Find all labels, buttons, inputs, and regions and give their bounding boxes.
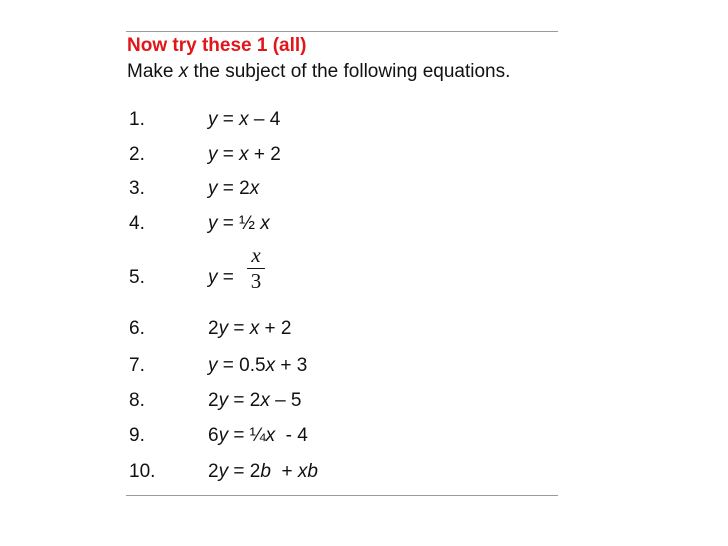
eq-part: x [249, 178, 260, 199]
eq-part: + [270, 461, 298, 482]
eq-part: = 2 [228, 461, 261, 482]
equation [208, 424, 308, 448]
equation [208, 460, 318, 484]
equation [208, 108, 280, 132]
question-number: 5. [129, 267, 145, 288]
eq-part: xb [297, 461, 318, 482]
eq-part: = ½ [217, 213, 261, 234]
eq-part: y [208, 178, 218, 199]
question-5 [0, 243, 728, 293]
eq-part: = [217, 109, 240, 130]
equation [208, 212, 270, 236]
question-8 [0, 389, 728, 413]
eq-part: + 2 [259, 318, 292, 339]
fraction [247, 245, 265, 293]
eq-part: + 2 [248, 144, 281, 165]
question-number: 10. [129, 461, 156, 482]
equation [208, 317, 291, 341]
equation [208, 143, 281, 167]
equation [208, 354, 307, 378]
eq-part: x [260, 213, 270, 234]
question-number: 4. [129, 213, 145, 234]
eq-part: = ¼ [228, 425, 266, 446]
question-number: 7. [129, 355, 145, 376]
exercise-instructions [127, 62, 510, 81]
eq-part: 2 [208, 318, 219, 339]
eq-part: x [249, 318, 260, 339]
bottom-divider [126, 495, 558, 496]
question-10 [0, 460, 728, 484]
eq-part: y [218, 390, 229, 411]
top-divider [126, 31, 558, 32]
fraction-numerator: x [251, 243, 261, 267]
equation [208, 266, 234, 290]
question-number: 8. [129, 390, 145, 411]
question-number: 1. [129, 109, 145, 130]
question-1 [0, 108, 728, 132]
question-2 [0, 143, 728, 167]
eq-part: x [265, 425, 276, 446]
eq-part: – 5 [269, 390, 302, 411]
eq-part: = [217, 267, 234, 288]
eq-part: = 2 [217, 178, 250, 199]
eq-part: = [228, 318, 250, 339]
eq-part: y [208, 144, 218, 165]
question-6 [0, 317, 728, 341]
eq-part: - 4 [275, 425, 308, 446]
eq-part: b [260, 461, 271, 482]
eq-part: x [260, 390, 270, 411]
eq-part: y [208, 109, 218, 130]
question-number: 9. [129, 425, 145, 446]
instructions-text-end: the subject of the following equations. [188, 61, 511, 82]
instructions-variable: x [178, 61, 189, 82]
eq-part: 2 [208, 390, 219, 411]
question-number: 6. [129, 318, 145, 339]
eq-part: y [218, 318, 229, 339]
question-9 [0, 424, 728, 448]
eq-part: x [239, 109, 249, 130]
question-4 [0, 212, 728, 236]
instructions-text-start: Make [127, 61, 179, 82]
eq-part: = [217, 144, 240, 165]
eq-part: + 3 [275, 355, 308, 376]
fraction-denominator: 3 [250, 269, 262, 293]
eq-part: x [239, 144, 249, 165]
equation [208, 177, 259, 201]
question-number: 3. [129, 178, 145, 199]
eq-part: y [208, 267, 218, 288]
eq-part: 6 [208, 425, 219, 446]
eq-part: y [208, 355, 218, 376]
question-7 [0, 354, 728, 378]
eq-part: y [218, 461, 229, 482]
eq-part: y [218, 425, 229, 446]
eq-part: – 4 [248, 109, 281, 130]
exercise-title: Now try these 1 (all) [127, 35, 307, 56]
eq-part: = 0.5 [217, 355, 266, 376]
question-3 [0, 177, 728, 201]
eq-part: x [265, 355, 276, 376]
equation [208, 389, 302, 413]
question-number: 2. [129, 144, 145, 165]
eq-part: y [208, 213, 218, 234]
eq-part: 2 [208, 461, 219, 482]
eq-part: = 2 [228, 390, 261, 411]
